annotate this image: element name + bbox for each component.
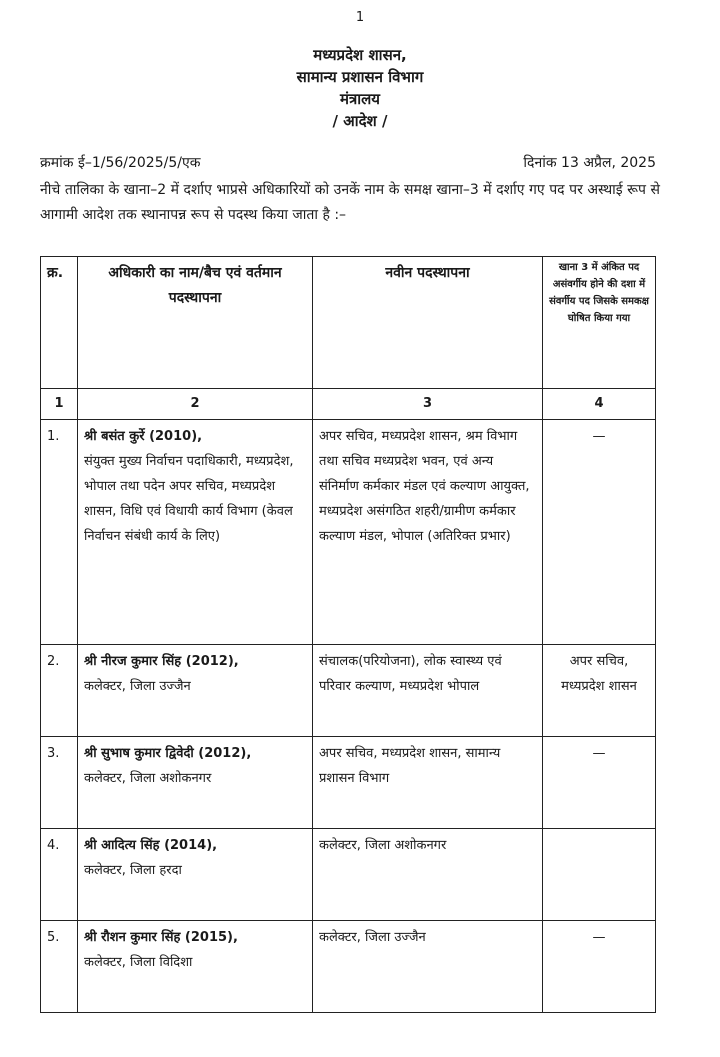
officer-cell: [78, 737, 313, 829]
current-posting: संयुक्त मुख्य निर्वाचन पदाधिकारी, मध्यप्रदेश, भोपाल तथा पदेन अपर सचिव, मध्यप्रदेश शासन, विधि एवं विधायी कार्य विभाग (केवल निर्वाचन संबंधी कार्य के लिए): [84, 454, 294, 544]
header-department: सामान्य प्रशासन विभाग: [296, 68, 424, 86]
table-header-row: [41, 257, 656, 389]
table-row: [41, 645, 656, 737]
current-posting: कलेक्टर, जिला उज्जैन: [84, 679, 191, 694]
officer-name: श्री सुभाष कुमार द्विवेदी (2012),: [84, 746, 252, 761]
new-posting: कलेक्टर, जिला उज्जैन: [313, 921, 543, 1013]
header-officer: अधिकारी का नाम/बैच एवं वर्तमान पदस्थापना: [78, 257, 313, 389]
row-serial: 2.: [41, 645, 78, 737]
cadre-post: अपर सचिव, मध्यप्रदेश शासन: [543, 645, 656, 737]
cadre-post: —: [543, 737, 656, 829]
header-government: मध्यप्रदेश शासन,: [313, 46, 407, 64]
current-posting: कलेक्टर, जिला विदिशा: [84, 955, 193, 970]
row-serial: 3.: [41, 737, 78, 829]
intro-paragraph: नीचे तालिका के खाना–2 में दर्शाए भाप्रसे अधिकारियों को उनकें नाम के समक्ष खाना–3 में दर्शाए गए पद पर अस्थाई रूप से आगामी आदेश तक स्थानापन्न रूप से पदस्थ किया जाता है :–: [40, 182, 660, 223]
header-cadre-post: खाना 3 में अंकित पद असंवर्गीय होने की दशा में संवर्गीय पद जिसके समकक्ष घोषित किया गया: [543, 257, 656, 389]
table-row: [41, 829, 656, 921]
cadre-post: —: [543, 420, 656, 645]
header-new-posting: नवीन पदस्थापना: [313, 257, 543, 389]
column-number: 4: [543, 389, 656, 420]
posting-table: [40, 256, 656, 1013]
column-number: 1: [41, 389, 78, 420]
header-ministry: मंत्रालय: [339, 90, 380, 108]
header-order-title: / आदेश /: [332, 112, 388, 130]
row-serial: 1.: [41, 420, 78, 645]
row-serial: 5.: [41, 921, 78, 1013]
column-number: 2: [78, 389, 313, 420]
column-number: 3: [313, 389, 543, 420]
current-posting: कलेक्टर, जिला हरदा: [84, 863, 182, 878]
header-serial: क्र.: [41, 257, 78, 389]
officer-cell: [78, 420, 313, 645]
order-date: दिनांक 13 अप्रैल, 2025: [523, 155, 656, 171]
officer-cell: [78, 829, 313, 921]
order-number: क्रमांक ई–1/56/2025/5/एक: [40, 155, 201, 171]
officer-name: श्री आदित्य सिंह (2014),: [84, 838, 218, 853]
column-number-row: [41, 389, 656, 420]
cadre-post: [543, 829, 656, 921]
table-row: [41, 921, 656, 1013]
officer-cell: [78, 921, 313, 1013]
cadre-post: —: [543, 921, 656, 1013]
officer-name: श्री रौशन कुमार सिंह (2015),: [84, 930, 238, 945]
officer-name: श्री बसंत कुर्रे (2010),: [84, 429, 203, 444]
table-row: [41, 420, 656, 645]
current-posting: कलेक्टर, जिला अशोकनगर: [84, 771, 212, 786]
officer-name: श्री नीरज कुमार सिंह (2012),: [84, 654, 239, 669]
officer-cell: [78, 645, 313, 737]
new-posting: कलेक्टर, जिला अशोकनगर: [313, 829, 543, 921]
new-posting: अपर सचिव, मध्यप्रदेश शासन, श्रम विभाग तथा सचिव मध्यप्रदेश भवन, एवं अन्य संनिर्माण कर्मकार मंडल एवं कल्याण आयुक्त, मध्यप्रदेश असंगठित शहरी/ग्रामीण कर्मकार कल्याण मंडल, भोपाल (अतिरिक्त प्रभार): [313, 420, 543, 645]
new-posting: अपर सचिव, मध्यप्रदेश शासन, सामान्य प्रशासन विभाग: [313, 737, 543, 829]
document-header: [0, 44, 720, 132]
row-serial: 4.: [41, 829, 78, 921]
new-posting: संचालक(परियोजना), लोक स्वास्थ्य एवं परिवार कल्याण, मध्यप्रदेश भोपाल: [313, 645, 543, 737]
table-row: [41, 737, 656, 829]
page-number: 1: [355, 10, 365, 25]
